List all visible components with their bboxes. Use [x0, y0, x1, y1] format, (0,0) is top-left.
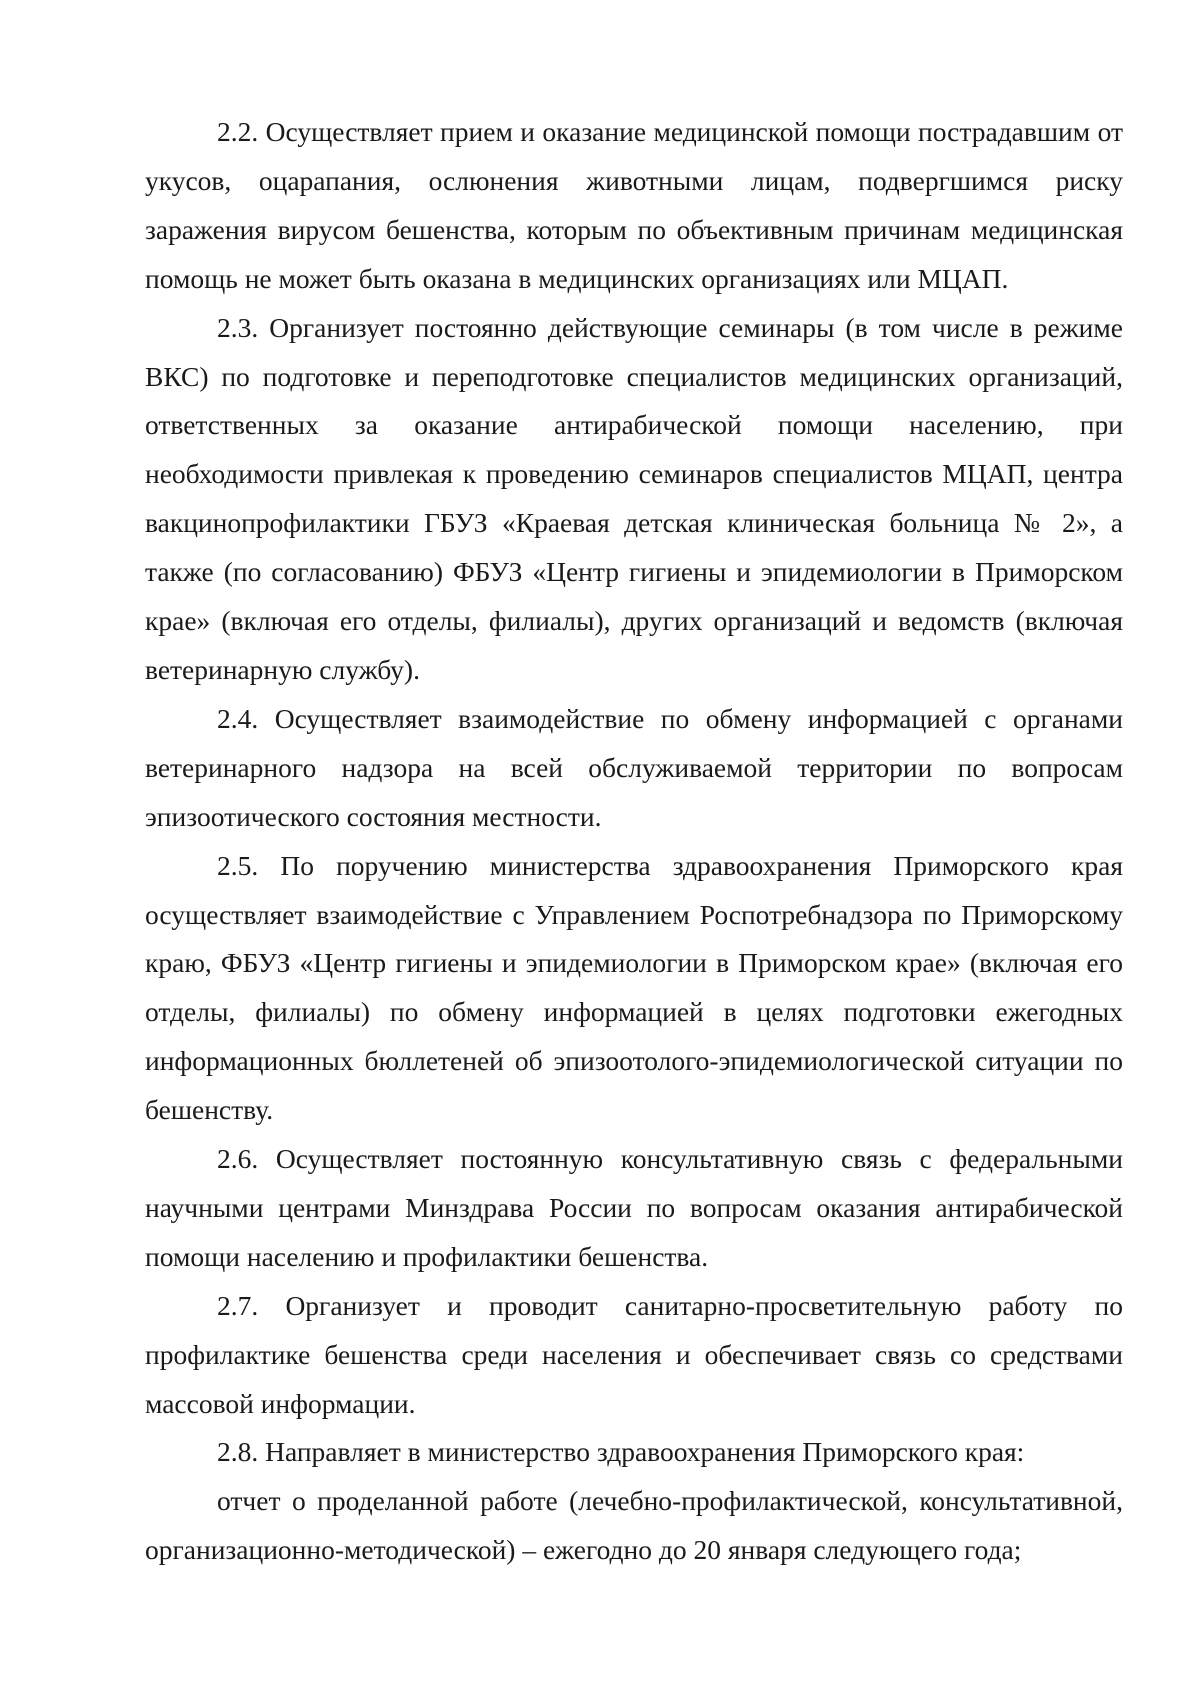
- document-body: [145, 108, 1123, 1575]
- paragraph-2-6: 2.6. Осуществляет постоянную консультативную связь с федеральными научными центрами Минздрава России по вопросам оказания антирабической помощи населению и профилактики бешенства.: [145, 1143, 1123, 1272]
- paragraph-2-3: 2.3. Организует постоянно действующие семинары (в том числе в режиме ВКС) по подготовке и переподготовке специалистов медицинских организаций, ответственных за оказание антирабической помощи населению, при необходимости привлекая к проведению семинаров специалистов МЦАП, центра вакцинопрофилактики ГБУЗ «Краевая детская клиническая больница № 2», а также (по согласованию) ФБУЗ «Центр гигиены и эпидемиологии в Приморском крае» (включая его отделы, филиалы), других организаций и ведомств (включая ветеринарную службу).: [145, 311, 1123, 685]
- paragraph-2-7: 2.7. Организует и проводит санитарно-просветительную работу по профилактике бешенства среди населения и обеспечивает связь со средствами массовой информации.: [145, 1289, 1123, 1419]
- paragraph-2-4: 2.4. Осуществляет взаимодействие по обмену информацией с органами ветеринарного надзора на всей обслуживаемой территории по вопросам эпизоотического состояния местности.: [145, 702, 1123, 832]
- paragraph-2-2: 2.2. Осуществляет прием и оказание медицинской помощи пострадавшим от укусов, оцарапания, ослюнения животными лицам, подвергшимся риску заражения вирусом бешенства, которым по объективным причинам медицинская помощь не может быть оказана в медицинских организациях или МЦАП.: [145, 116, 1123, 294]
- paragraph-2-5: 2.5. По поручению министерства здравоохранения Приморского края осуществляет взаимодействие с Управлением Роспотребнадзора по Приморскому краю, ФБУЗ «Центр гигиены и эпидемиологии в Приморском крае» (включая его отделы, филиалы) по обмену информацией в целях подготовки ежегодных информационных бюллетеней об эпизоотолого-эпидемиологической ситуации по бешенству.: [145, 849, 1123, 1126]
- paragraph-2-8: 2.8. Направляет в министерство здравоохранения Приморского края:: [217, 1436, 1025, 1468]
- paragraph-report-item: отчет о проделанной работе (лечебно-профилактической, консультативной, организационно-методической) – ежегодно до 20 января следующего года;: [145, 1485, 1123, 1566]
